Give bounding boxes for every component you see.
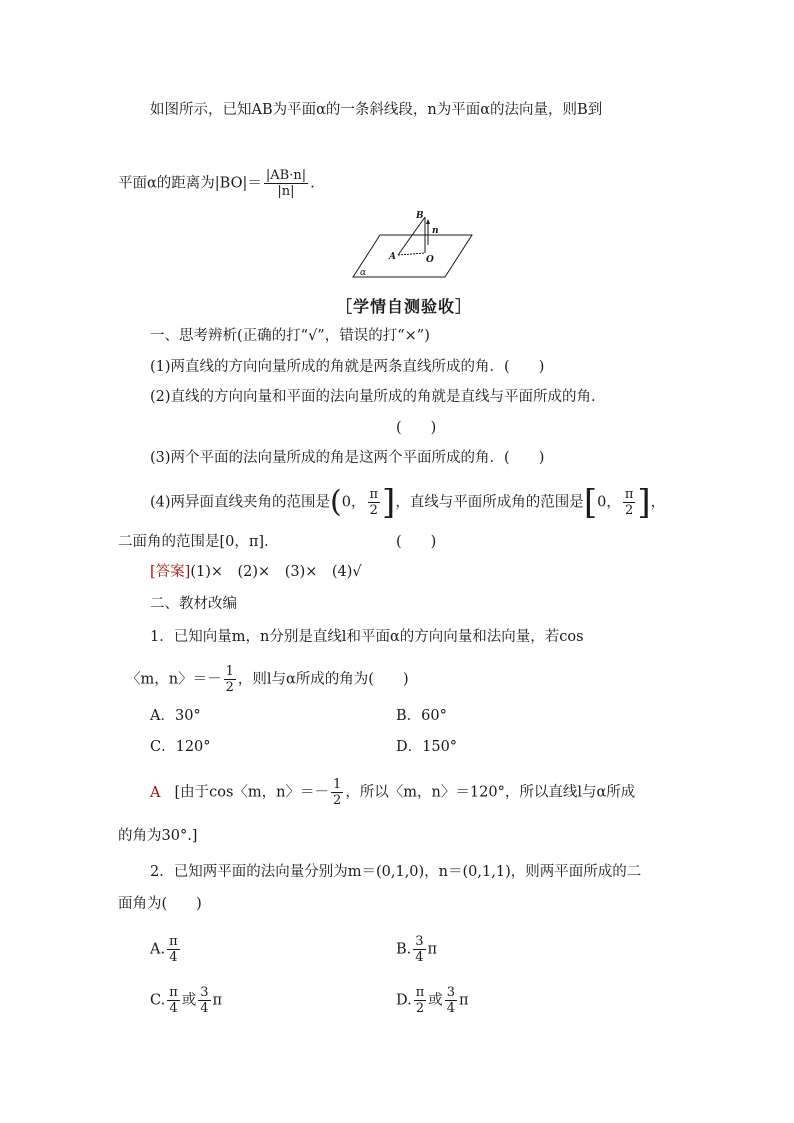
numerator-pi: π xyxy=(415,985,425,1000)
p2-option-D xyxy=(396,985,469,1016)
open-paren: ( xyxy=(330,484,342,520)
solution-line-1 xyxy=(150,777,635,808)
denominator-2: 2 xyxy=(225,680,234,695)
intro-line-1: 如图所示，已知AB为平面α的一条斜线段，n为平面α的法向量，则B到 xyxy=(150,102,603,118)
frac-one-half-solution xyxy=(331,777,343,808)
numerator-3: 3 xyxy=(446,985,456,1000)
solution-part-b: ，所以〈m，n〉＝120°，所以直线l与α所成 xyxy=(345,784,636,801)
numerator-3: 3 xyxy=(415,934,424,949)
question-4-paren: ( ) xyxy=(396,534,437,550)
part1-heading: 一、思考辨析(正确的打“√”，错误的打“×”) xyxy=(150,328,430,344)
numerator-pi: π xyxy=(369,487,379,502)
option-A-label: A. xyxy=(150,941,166,958)
formula-numerator: |AB·n| xyxy=(265,168,307,183)
question-3: (3)两个平面的法向量所成的角是这两个平面所成的角．( ) xyxy=(150,450,545,466)
denominator-4: 4 xyxy=(415,950,424,965)
frac-pi-over-2-b xyxy=(623,487,636,518)
denominator-4: 4 xyxy=(200,1001,209,1016)
normal-arrowhead xyxy=(426,219,430,224)
question-1: (1)两直线的方向向量所成的角就是两条直线所成的角．( ) xyxy=(150,359,545,375)
frac-3-4 xyxy=(198,985,210,1016)
answer-text: (1)× (2)× (3)× (4)√ xyxy=(190,564,362,580)
problem-1-line-1: 1．已知向量m，n分别是直线l和平面α的方向向量和法向量，若cos xyxy=(150,629,584,645)
option-D-label: D. xyxy=(396,992,412,1009)
denominator-2: 2 xyxy=(624,503,634,518)
solution-part-a: [由于cos〈m，n〉＝－ xyxy=(174,784,330,801)
problem-1-cos: 〈m，n〉＝－ xyxy=(126,671,222,688)
solution-line-2: 的角为30°.] xyxy=(118,828,198,844)
close-bracket: ] xyxy=(382,482,396,523)
label-n: n xyxy=(432,226,439,236)
problem-2-line-2: 面角为( ) xyxy=(118,896,202,912)
pi-symbol: π xyxy=(212,992,223,1009)
section-title: ［学情自测验收］ xyxy=(336,297,473,316)
option-A-30: A．30° xyxy=(150,708,201,724)
label-A: A xyxy=(389,252,396,262)
denominator-4: 4 xyxy=(446,1001,456,1016)
segment-AO xyxy=(398,253,425,255)
plane-diagram xyxy=(350,205,475,280)
or-text: 或 xyxy=(428,992,443,1009)
frac-pi-2 xyxy=(414,985,427,1016)
numerator-pi: π xyxy=(624,487,634,502)
numerator-pi: π xyxy=(169,985,178,1000)
denominator-2: 2 xyxy=(333,793,342,808)
pi-symbol: π xyxy=(427,941,438,958)
formula-end: . xyxy=(310,175,315,192)
answer-line xyxy=(150,562,362,582)
answer-tag: [答案] xyxy=(150,564,191,580)
denominator-2: 2 xyxy=(415,1001,425,1016)
part2-heading: 二、教材改编 xyxy=(150,596,237,612)
denominator-4: 4 xyxy=(169,950,178,965)
denominator-2: 2 xyxy=(369,503,378,518)
or-text: 或 xyxy=(181,992,197,1009)
question-4-line-1 xyxy=(150,482,666,523)
option-C-label: C. xyxy=(150,992,166,1009)
frac-one-half xyxy=(224,664,236,695)
p2-option-A xyxy=(150,934,182,965)
label-O: O xyxy=(426,255,434,265)
question-2: (2)直线的方向向量和平面的法向量所成的角就是直线与平面所成的角． xyxy=(150,389,606,405)
label-B: B xyxy=(416,211,424,221)
question-4-part-c: ， xyxy=(650,494,666,511)
plane-alpha xyxy=(353,235,472,277)
option-B-label: B. xyxy=(396,941,412,958)
formula-denominator: |n| xyxy=(277,184,295,199)
pi-symbol: π xyxy=(459,992,469,1009)
distance-formula xyxy=(264,168,308,199)
frac-3-4 xyxy=(413,934,425,965)
question-4-part-a: (4)两异面直线夹角的范围是 xyxy=(150,494,331,511)
intro-line-2-prefix: 平面α的距离为|BO|＝ xyxy=(118,175,262,192)
p2-option-B xyxy=(396,934,437,965)
range-zero-1: 0， xyxy=(341,494,366,511)
option-B-60: B．60° xyxy=(396,708,447,724)
frac-pi-4 xyxy=(167,934,180,965)
open-bracket: [ xyxy=(583,482,598,523)
close-bracket-2: ] xyxy=(637,482,651,523)
frac-pi-4 xyxy=(167,985,180,1016)
denominator-4: 4 xyxy=(169,1001,178,1016)
option-D-150: D．150° xyxy=(396,739,458,755)
intro-line-2 xyxy=(118,168,315,199)
problem-1-question: ，则l与α所成的角为( ) xyxy=(237,671,409,688)
question-2-paren: ( ) xyxy=(396,420,437,436)
question-4-line-2: 二面角的范围是[0，π]． xyxy=(118,534,279,550)
solution-answer-letter: A xyxy=(150,784,161,801)
numerator-1: 1 xyxy=(333,777,342,792)
option-C-120: C．120° xyxy=(150,739,211,755)
label-alpha: α xyxy=(360,268,367,278)
frac-pi-over-2-a xyxy=(368,487,381,518)
problem-1-line-2 xyxy=(126,664,409,695)
p2-option-C xyxy=(150,985,222,1016)
problem-2-line-1: 2．已知两平面的法向量分别为m＝(0,1,0)，n＝(0,1,1)，则两平面所成的二 xyxy=(150,864,642,880)
frac-3-4 xyxy=(445,985,457,1016)
numerator-3: 3 xyxy=(200,985,209,1000)
question-4-part-b: ，直线与平面所成角的范围是 xyxy=(395,494,584,511)
numerator-1: 1 xyxy=(225,664,234,679)
segment-AB xyxy=(398,217,425,255)
range-zero-2: 0， xyxy=(597,494,621,511)
numerator-pi: π xyxy=(169,934,178,949)
